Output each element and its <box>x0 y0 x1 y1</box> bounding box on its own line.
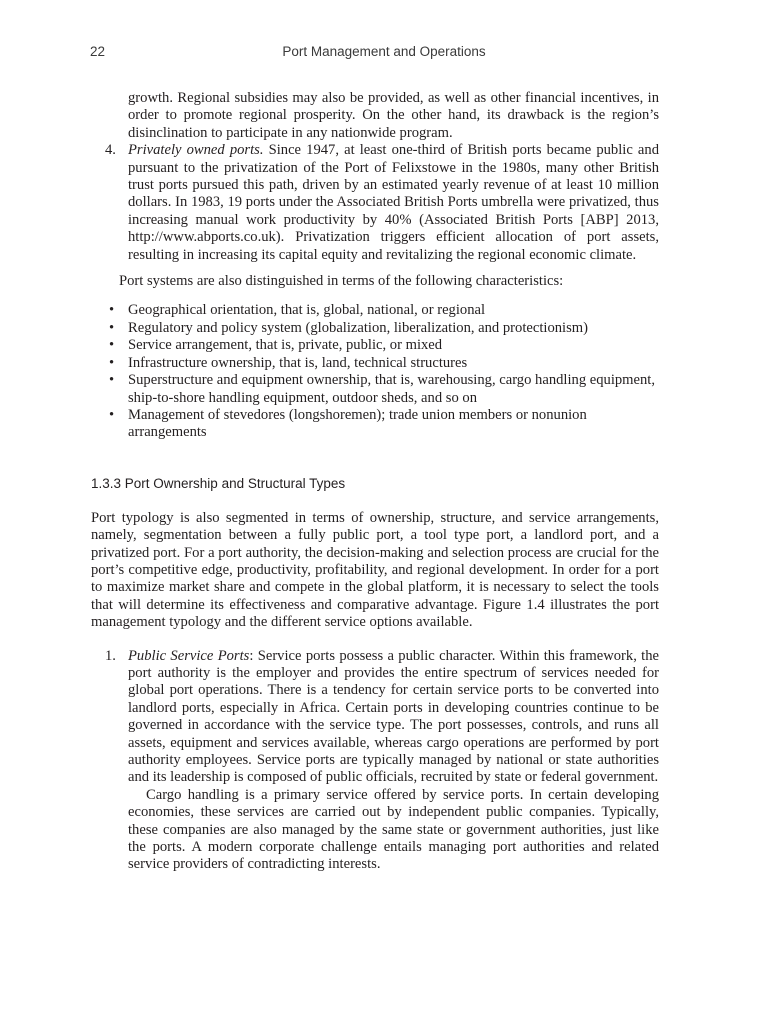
bullet-item <box>91 302 659 319</box>
list-item-public-service-ports <box>91 648 659 874</box>
bullet-text: Management of stevedores (longshoremen); trade union members or nonunion arrangements <box>128 406 587 441</box>
list-item-privately-owned-ports <box>91 142 659 264</box>
bullet-text: Service arrangement, that is, private, public, or mixed <box>128 337 443 354</box>
list-item-continuation: Cargo handling is a primary service offered by service ports. In certain developing economies, these services are carried out by independent public companies. Typically, these companies are also managed by the same state or government authorities, just like the ports. A modern corporate challenge entails managing port authorities and related service providers of contradicting interests. <box>128 786 659 873</box>
bullet-icon: • <box>109 372 115 389</box>
list-item-number: 4. <box>105 142 116 159</box>
bullet-icon: • <box>109 406 115 423</box>
list-item-title: Public Service Ports <box>128 647 250 664</box>
bullet-item <box>91 407 659 442</box>
bullet-item <box>91 337 659 354</box>
bullet-item <box>91 355 659 372</box>
page-number: 22 <box>90 44 106 59</box>
list-item-title: Privately owned ports. <box>128 142 264 159</box>
section-heading: 1.3.3 Port Ownership and Structural Types <box>91 475 346 491</box>
bullet-item <box>91 320 659 337</box>
bullet-text: Superstructure and equipment ownership, that is, warehousing, cargo handling equipment, ship-to-shore handling equipment, outdoor sheds, and so on <box>128 372 656 406</box>
bullet-icon: • <box>109 319 115 336</box>
characteristics-intro: Port systems are also distinguished in terms of the following characteristics: <box>119 273 564 290</box>
bullet-text: Geographical orientation, that is, global, national, or regional <box>128 302 486 319</box>
continued-list-item-text: growth. Regional subsidies may also be provided, as well as other financial incentives, in order to promote regional prosperity. On the other hand, its drawback is the region’s disinclination to participate in any nationwide program. <box>128 90 659 141</box>
bullet-icon: • <box>109 337 115 354</box>
ownership-types-list <box>91 648 659 874</box>
page-body <box>91 90 659 874</box>
bullet-icon: • <box>109 302 115 319</box>
list-item-number: 1. <box>105 647 116 664</box>
bullet-icon: • <box>109 354 115 371</box>
section-paragraph: Port typology is also segmented in terms of ownership, structure, and service arrangements, namely, segmentation between a fully public port, a tool type port, a landlord port, and a privatized port. For a port authority, the decision-making and selection process are crucial for the port’s competitive edge, productivity, profitability, and regional development. In order for a port to maximize market share and compete in the global platform, it is necessary to select the tools that will determine its effectiveness and comparative advantage. Figure 1.4 illustrates the port management typology and the different service options available. <box>91 509 659 631</box>
running-header <box>90 44 678 64</box>
list-item-body <box>128 648 659 787</box>
characteristics-list <box>91 302 659 441</box>
bullet-text: Regulatory and policy system (globalization, liberalization, and protectionism) <box>128 319 588 336</box>
bullet-item <box>91 372 659 407</box>
bullet-text: Infrastructure ownership, that is, land, technical structures <box>128 354 468 371</box>
list-item-body <box>128 142 659 264</box>
list-item-text: : Service ports possess a public character. Within this framework, the port authority is the employer and provides the entire spectrum of services needed for global port operations. There is a tendency for certain service ports to be converted into landlord ports, especially in Africa. Certain ports in developing countries continue to be governed in accordance with the service type. The port possesses, controls, and runs all assets, equipment and services available, whereas cargo operations are performed by port authority employees. Service ports are typically managed by national or state authorities and its leadership is composed of public officials, recruited by state or federal government. <box>128 647 660 786</box>
running-title: Port Management and Operations <box>282 44 486 59</box>
list-item-text: Since 1947, at least one-third of British ports became public and pursuant to the privatization of the Port of Felixstowe in the 1980s, many other British trust ports pursued this path, driven by an estimated yearly revenue of at least 10 million dollars. In 1983, 19 ports under the Associated British Ports umbrella were privatized, thus increasing manual work productivity by 40% (Associated British Ports [ABP] 2013, http://www.abports.co.uk). Privatization triggers efficient allocation of port assets, resulting in increasing its capital equity and revitalizing the regional economic climate. <box>128 142 659 263</box>
